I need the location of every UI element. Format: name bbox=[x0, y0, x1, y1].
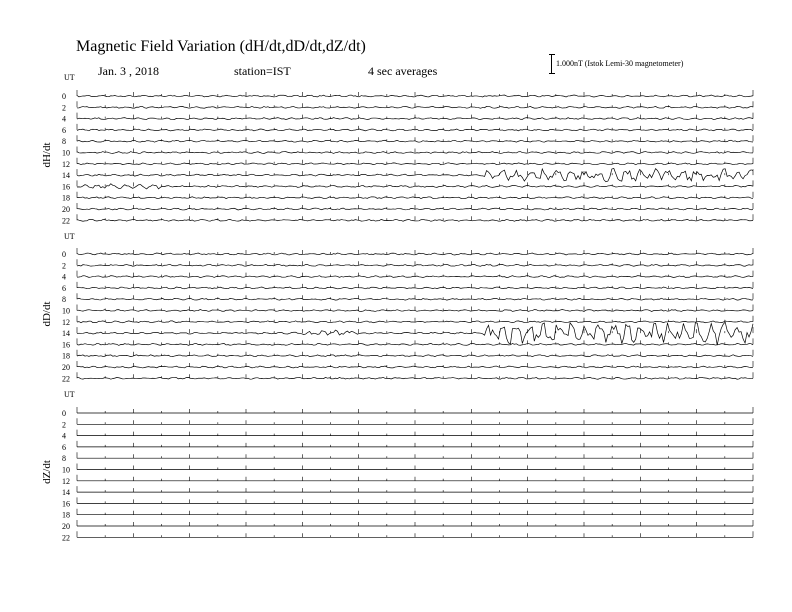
row-label: 18 bbox=[62, 510, 70, 520]
row-label: 22 bbox=[62, 533, 70, 543]
row-label: 4 bbox=[62, 114, 66, 124]
row-label: 18 bbox=[62, 193, 70, 203]
chart-title: Magnetic Field Variation (dH/dt,dD/dt,dZ/dt) bbox=[76, 38, 366, 55]
row-label: 22 bbox=[62, 216, 70, 226]
row-label: 0 bbox=[62, 250, 66, 259]
row-label: 22 bbox=[62, 374, 70, 384]
row-label: 2 bbox=[62, 103, 66, 113]
row-label: 10 bbox=[62, 148, 70, 158]
row-label: 18 bbox=[62, 351, 70, 361]
row-label: 20 bbox=[62, 205, 70, 214]
row-label: 20 bbox=[62, 522, 70, 531]
row-label: 2 bbox=[62, 261, 66, 271]
row-label: 16 bbox=[62, 499, 70, 509]
row-label: 16 bbox=[62, 340, 70, 350]
y-axis-label: dZ/dt bbox=[41, 460, 53, 484]
ut-label: UT bbox=[64, 390, 75, 399]
series-line bbox=[77, 343, 753, 345]
row-label: 2 bbox=[62, 420, 66, 430]
series-line bbox=[77, 168, 753, 181]
row-label: 16 bbox=[62, 182, 70, 192]
row-label: 6 bbox=[62, 283, 66, 293]
row-label: 12 bbox=[62, 159, 70, 169]
row-label: 6 bbox=[62, 125, 66, 135]
row-label: 14 bbox=[62, 171, 70, 181]
scale-label: 1.000nT (Istok Lemi-30 magnetometer) bbox=[556, 59, 684, 68]
row-label: 8 bbox=[62, 137, 66, 147]
row-label: 14 bbox=[62, 488, 70, 498]
station-label: station=IST bbox=[234, 64, 291, 78]
row-label: 10 bbox=[62, 306, 70, 316]
series-line bbox=[77, 140, 753, 142]
ut-label: UT bbox=[64, 232, 75, 241]
row-label: 20 bbox=[62, 363, 70, 372]
averaging-label: 4 sec averages bbox=[368, 64, 438, 78]
row-label: 12 bbox=[62, 476, 70, 486]
row-label: 6 bbox=[62, 442, 66, 452]
row-label: 8 bbox=[62, 295, 66, 305]
row-label: 0 bbox=[62, 409, 66, 418]
y-axis-label: dD/dt bbox=[41, 301, 53, 327]
date-label: Jan. 3 , 2018 bbox=[98, 64, 159, 78]
ut-label: UT bbox=[64, 73, 75, 82]
row-label: 4 bbox=[62, 431, 66, 441]
row-label: 4 bbox=[62, 272, 66, 282]
row-label: 8 bbox=[62, 454, 66, 464]
row-label: 12 bbox=[62, 317, 70, 327]
row-label: 0 bbox=[62, 92, 66, 101]
row-label: 10 bbox=[62, 465, 70, 475]
y-axis-label: dH/dt bbox=[41, 142, 53, 168]
row-label: 14 bbox=[62, 329, 70, 339]
